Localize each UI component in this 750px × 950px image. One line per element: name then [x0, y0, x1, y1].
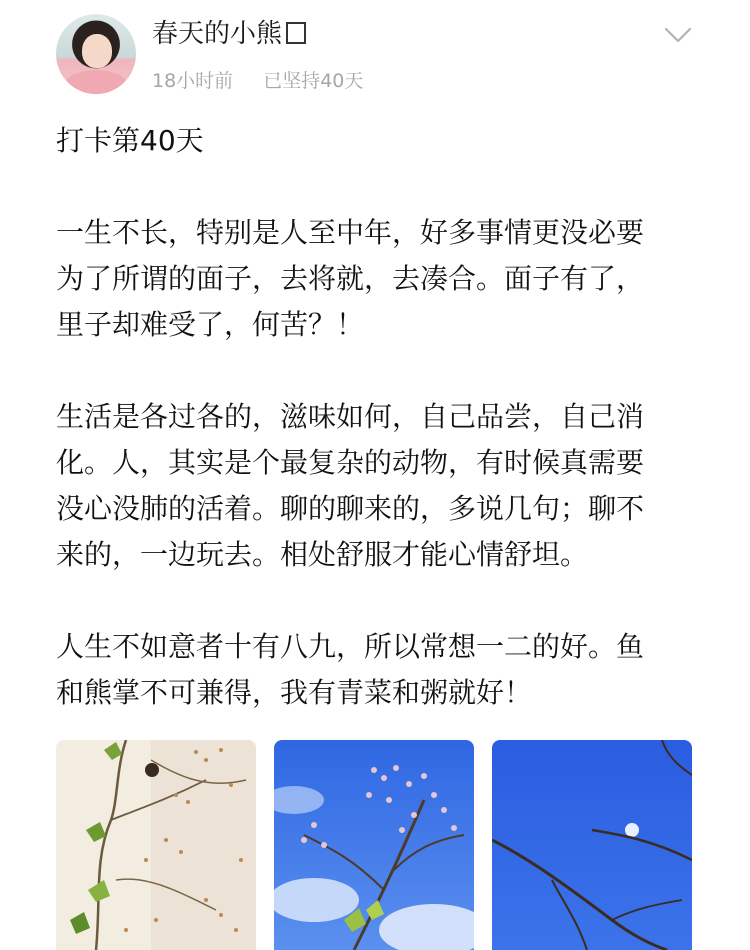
paragraph-line: 为了所谓的面子，去将就，去凑合。面子有了，	[56, 262, 645, 295]
paragraph-2	[56, 394, 706, 578]
image-gallery	[56, 740, 692, 950]
author-name-row[interactable]	[152, 16, 306, 52]
avatar-shoulders	[64, 70, 128, 94]
paragraph-line: 一生不长，特别是人至中年，好多事情更没必要	[56, 216, 645, 249]
paragraph-line: 化。人，其实是个最复杂的动物，有时候真需要	[56, 446, 645, 479]
post-meta	[152, 68, 363, 94]
paragraph-checkin	[56, 118, 706, 164]
photo-moon-branches[interactable]	[492, 740, 692, 950]
paragraph-line: 和熊掌不可兼得，我有青菜和粥就好！	[56, 676, 533, 709]
paragraph-3	[56, 624, 706, 716]
paragraph-line: 生活是各过各的，滋味如何，自己品尝，自己消	[56, 400, 645, 433]
paragraph-line: 人生不如意者十有八九，所以常想一二的好。鱼	[56, 630, 645, 663]
chevron-down-icon[interactable]	[664, 26, 692, 44]
paragraph-1	[56, 210, 706, 348]
photo-vine-wall[interactable]	[56, 740, 256, 950]
photo-blossom-sky[interactable]	[274, 740, 474, 950]
paragraph-line: 打卡第40天	[56, 124, 204, 157]
author-name[interactable]: 春天的小熊	[152, 19, 283, 49]
paragraph-line: 没心没肺的活着。聊的聊来的，多说几句；聊不	[56, 492, 645, 525]
avatar[interactable]	[56, 14, 136, 94]
post-header	[0, 0, 750, 110]
paragraph-line: 来的，一边玩去。相处舒服才能心情舒坦。	[56, 538, 589, 571]
avatar-face	[82, 34, 112, 68]
square-badge-icon	[286, 22, 306, 44]
paragraph-line: 里子却难受了，何苦？！	[56, 308, 365, 341]
post-time: 18小时前	[152, 70, 234, 92]
streak-text: 已坚持40天	[263, 70, 364, 92]
post-content	[56, 118, 706, 716]
